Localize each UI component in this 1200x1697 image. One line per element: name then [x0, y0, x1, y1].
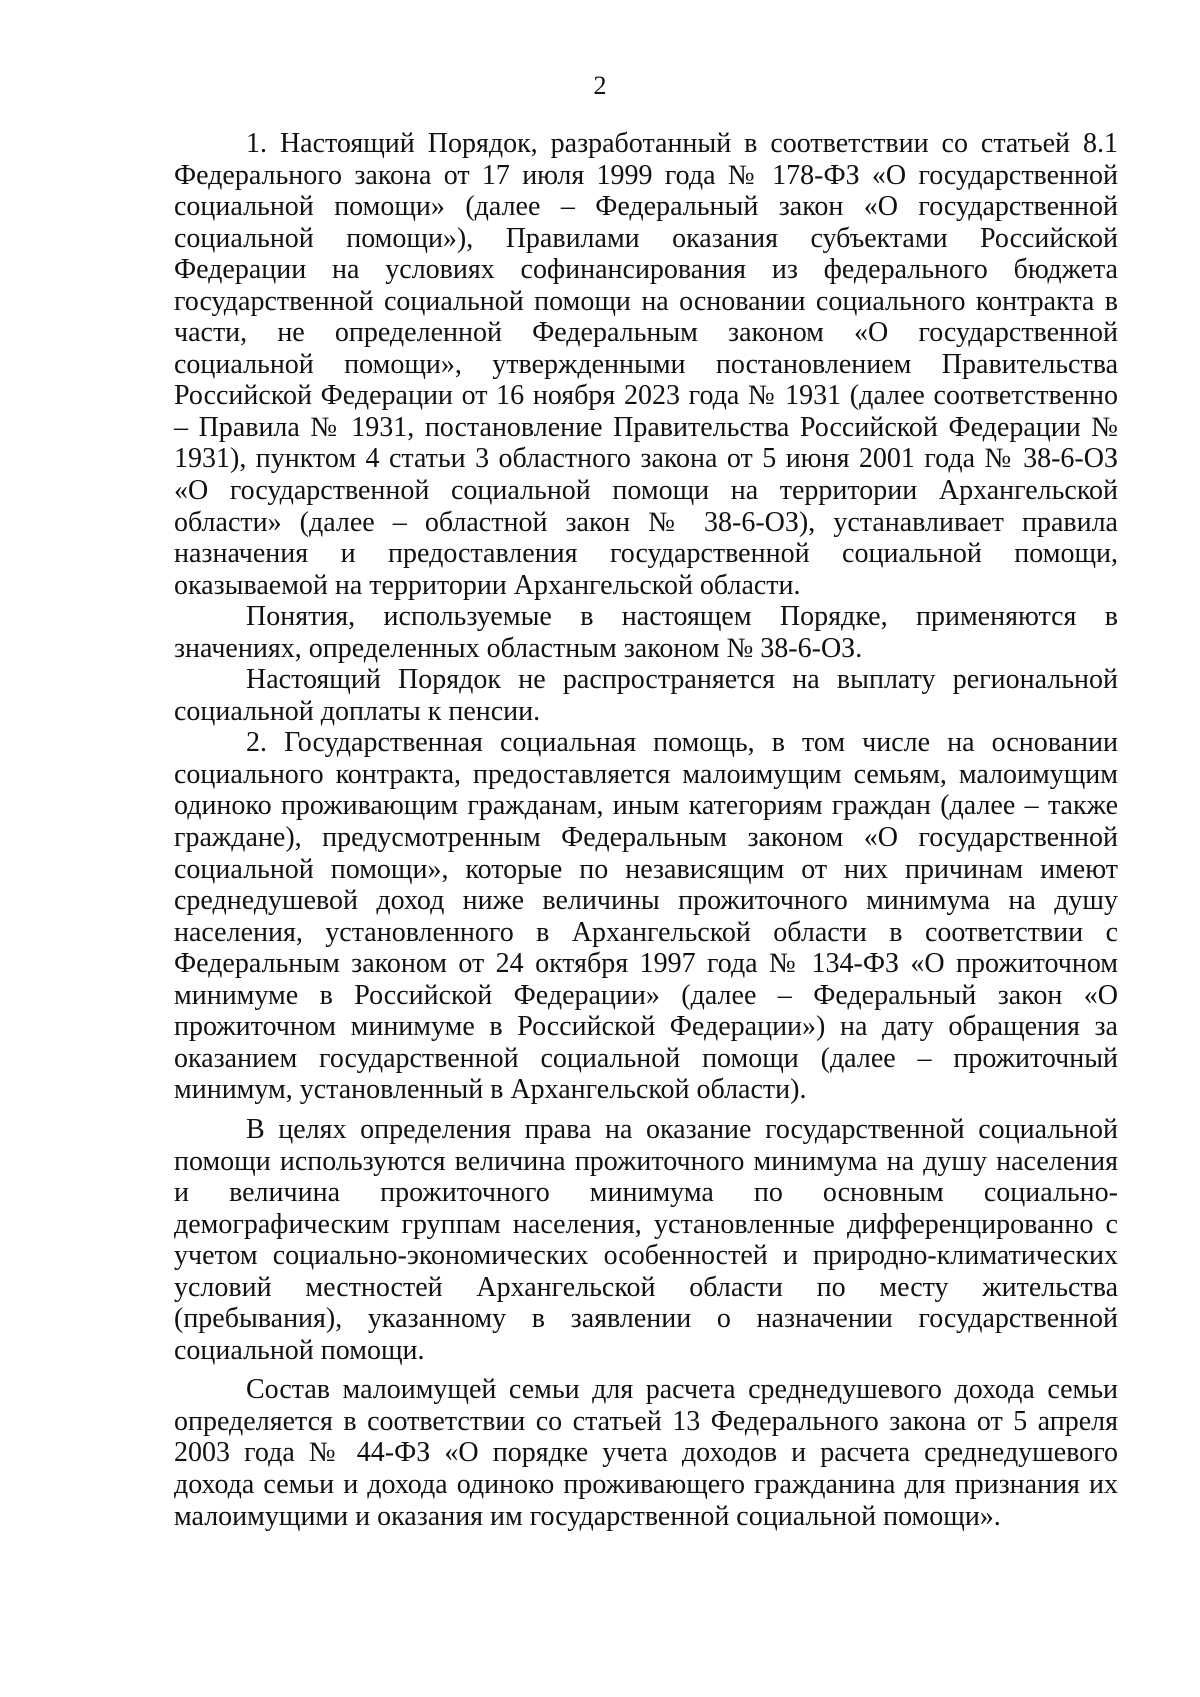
paragraph-2-recipients: 2. Государственная социальная помощь, в том числе на основании социального контракта, предоставляется малоимущим семьям, малоимущим одиноко проживающим гражданам, иным категориям граждан (далее – также граждане), предусмотренным Федеральным законом «О государственной социальной помощи», которые по независящим от них причинам имеют среднедушевой доход ниже величины прожиточного минимума на душу населения, установленного в Архангельской области в соответствии с Федеральным законом от 24 октября 1997 года № 134-ФЗ «О прожиточном минимуме в Российской Федерации» (далее – Федеральный закон «О прожиточном минимуме в Российской Федерации») на дату обращения за оказанием государственной социальной помощи (далее – прожиточный минимум, установленный в Архангельской области). [174, 727, 1118, 1106]
paragraph-family-composition: Состав малоимущей семьи для расчета среднедушевого дохода семьи определяется в соответствии со статьей 13 Федерального закона от 5 апреля 2003 года № 44-ФЗ «О порядке учета доходов и расчета среднедушевого дохода семьи и дохода одиноко проживающего гражданина для признания их малоимущими и оказания им государственной социальной помощи». [174, 1374, 1118, 1532]
paragraph-1-purpose: 1. Настоящий Порядок, разработанный в соответствии со статьей 8.1 Федерального закона от 17 июля 1999 года № 178-ФЗ «О государственной социальной помощи» (далее – Федеральный закон «О государственной социальной помощи»), Правилами оказания субъектами Российской Федерации на условиях софинансирования из федерального бюджета государственной социальной помощи на основании социального контракта в части, не определенной Федеральным законом «О государственной социальной помощи», утвержденными постановлением Правительства Российской Федерации от 16 ноября 2023 года № 1931 (далее соответственно – Правила № 1931, постановление Правительства Российской Федерации № 1931), пунктом 4 статьи 3 областного закона от 5 июня 2001 года № 38-6-ОЗ «О государственной социальной помощи на территории Архангельской области» (далее – областной закон № 38-6-ОЗ), устанавливает правила назначения и предоставления государственной социальной помощи, оказываемой на территории Архангельской области. [174, 128, 1118, 601]
paragraph-exclusion: Настоящий Порядок не распространяется на выплату региональной социальной доплаты к пенсии. [174, 664, 1118, 727]
paragraph-definitions: Понятия, используемые в настоящем Порядке, применяются в значениях, определенных областным законом № 38-6-ОЗ. [174, 601, 1118, 664]
paragraph-subsistence-minimum: В целях определения права на оказание государственной социальной помощи используются величина прожиточного минимума на душу населения и величина прожиточного минимума по основным социально-демографическим группам населения, установленные дифференцированно с учетом социально-экономических особенностей и природно-климатических условий местностей Архангельской области по месту жительства (пребывания), указанному в заявлении о назначении государственной социальной помощи. [174, 1113, 1118, 1366]
page-number: 2 [593, 71, 607, 100]
document-body [174, 128, 1118, 1532]
